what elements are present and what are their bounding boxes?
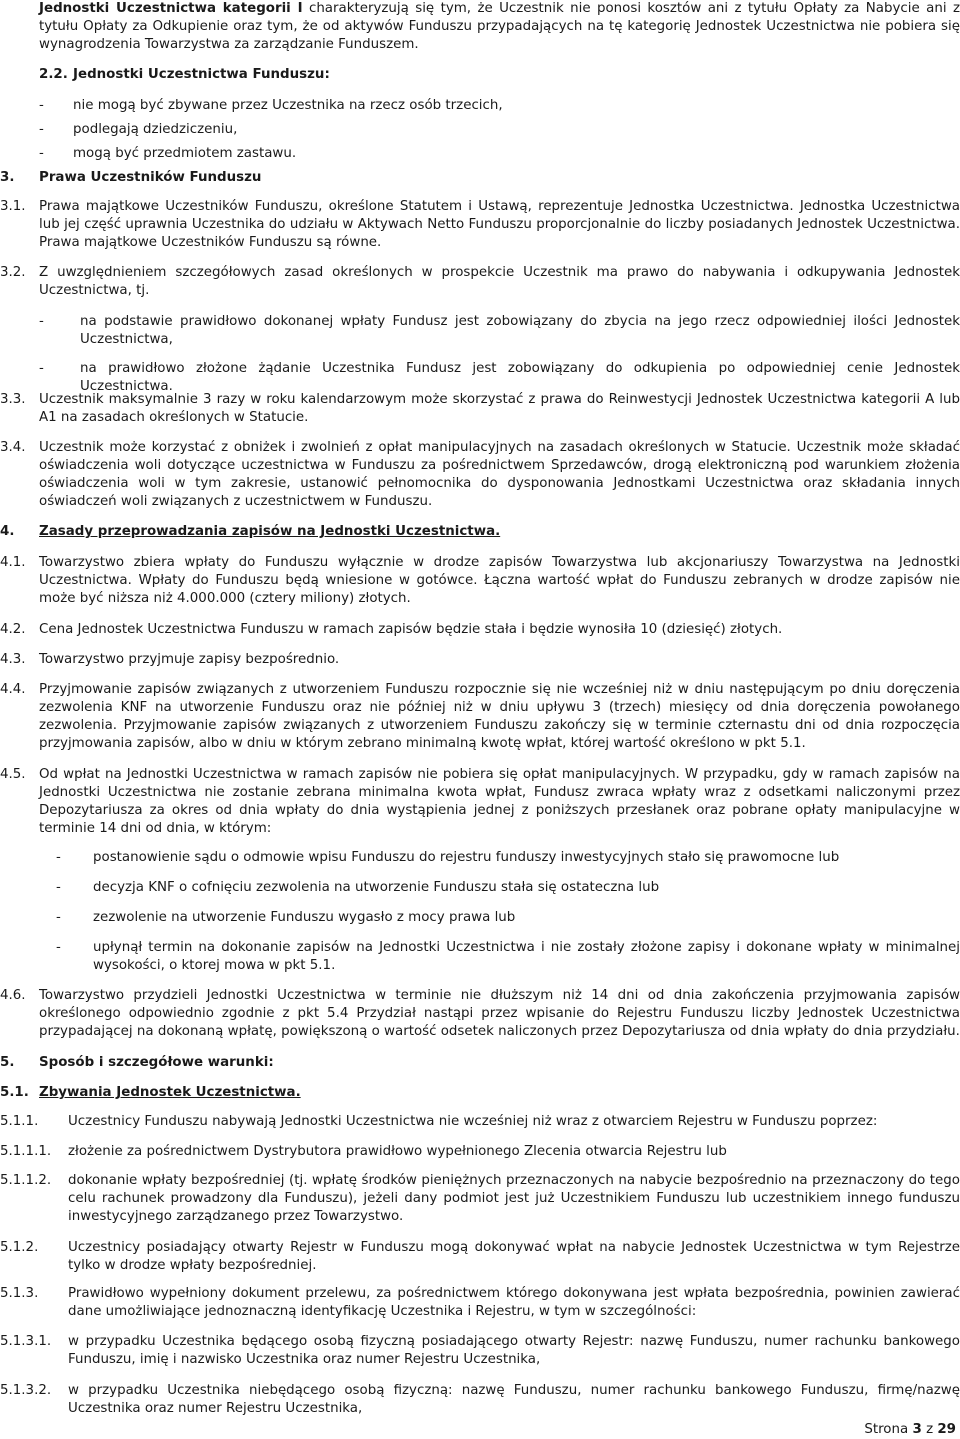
section-number: 4.6. <box>0 988 26 1003</box>
section-number: 4. <box>0 524 15 539</box>
section-text: Towarzystwo zbiera wpłaty do Funduszu wyłącznie w drodze zapisów Towarzystwa lub akcjonariuszy Towarzystwa na Jednostki Uczestnictwa. Wpłaty do Funduszu będą wniesione w gotówce. Łączna wartość wpłat do Funduszu zebranych w drodze zapisów nie może być niższa niż 4.000.000 (cztery miliony) złotych. <box>39 555 960 606</box>
dash-bullet: - <box>39 361 44 376</box>
dash-bullet: - <box>56 880 61 895</box>
section-number: 4.1. <box>0 555 26 570</box>
section-title: Prawa Uczestników Funduszu <box>39 170 262 185</box>
list-item-text: upłynął termin na dokonanie zapisów na Jednostki Uczestnictwa i nie zostały złożone zapisy i dokonane wpłaty w minimalnej wysokości, o ktorej mowa w pkt 5.1. <box>93 940 960 973</box>
page-number: 3 <box>912 1422 922 1437</box>
list-item-text: nie mogą być zbywane przez Uczestnika na rzecz osób trzecich, <box>73 98 503 113</box>
section-text: Z uwzględnieniem szczegółowych zasad określonych w prospekcie Uczestnik ma prawo do nabywania i odkupywania Jednostek Uczestnictwa, tj. <box>39 265 960 298</box>
section-number: 3.1. <box>0 199 26 214</box>
section-number: 5.1. <box>0 1085 29 1100</box>
section-number: 4.4. <box>0 682 26 697</box>
section-number: 5.1.1.1. <box>0 1144 52 1159</box>
section-number: 3.3. <box>0 392 26 407</box>
section-text: złożenie za pośrednictwem Dystrybutora prawidłowo wypełnionego Zlecenia otwarcia Rejestru lub <box>68 1144 727 1159</box>
list-item-text: na prawidłowo złożone żądanie Uczestnika Fundusz jest zobowiązany do odkupienia po odpowiedniej cenie Jednostek Uczestnictwa. <box>80 361 960 394</box>
section-number: 5.1.1. <box>0 1114 39 1129</box>
section-text: w przypadku Uczestnika niebędącego osobą fizyczną: nazwę Funduszu, numer rachunku bankowego Funduszu, firmę/nazwę Uczestnika oraz numer Rejestru Uczestnika, <box>68 1383 960 1416</box>
page-separator: z <box>926 1422 934 1437</box>
dash-bullet: - <box>56 910 61 925</box>
section-title: Sposób i szczegółowe warunki: <box>39 1055 274 1070</box>
dash-bullet: - <box>39 98 44 113</box>
list-item-text: postanowienie sądu o odmowie wpisu Funduszu do rejestru funduszy inwestycyjnych stało się prawomocne lub <box>93 850 840 865</box>
section-number: 3.2. <box>0 265 26 280</box>
section-number: 4.3. <box>0 652 26 667</box>
section-text: Towarzystwo przyjmuje zapisy bezpośrednio. <box>39 652 340 667</box>
intro-text: charakteryzują się tym, że Uczestnik nie ponosi kosztów ani z tytułu Opłaty za Nabycie ani z tytułu Opłaty za Odkupienie oraz tym, że od aktywów Funduszu przypadających na tę kategorię Jednostek Uczestnictwa nie pobiera się wynagrodzenia Towarzystwa za zarządzanie Funduszem. <box>39 1 960 52</box>
list-item-text: na podstawie prawidłowo dokonanej wpłaty Fundusz jest zobowiązany do zbycia na jego rzecz odpowiedniej ilości Jednostek Uczestnictwa, <box>80 314 960 347</box>
intro-lead: Jednostki Uczestnictwa kategorii I <box>39 1 303 16</box>
section-text: w przypadku Uczestnika będącego osobą fizyczną posiadającego otwarty Rejestr: nazwę Funduszu, numer rachunku bankowego Funduszu, imię i nazwisko Uczestnika oraz numer Rejestru Uczestnika, <box>68 1334 960 1367</box>
list-item-text: decyzja KNF o cofnięciu zezwolenia na utworzenie Funduszu stała się ostateczna lub <box>93 880 660 895</box>
section-number: 5.1.2. <box>0 1240 39 1255</box>
section-title: Zbywania Jednostek Uczestnictwa. <box>39 1085 301 1100</box>
section-number: 4.5. <box>0 767 26 782</box>
section-text: Od wpłat na Jednostki Uczestnictwa w ramach zapisów nie pobiera się opłat manipulacyjnych. W przypadku, gdy w ramach zapisów na Jednostki Uczestnictwa nie zostanie zebrana minimalna kwota wpłat, Fundusz zwraca wpłaty wraz z odsetkami naliczonymi przez Depozytariusza za okres od dnia wpłaty do dnia wystąpienia jednej z poniższych przesłanek oraz pobrane opłaty manipulacyjne w terminie 14 dni od dnia, w którym: <box>39 767 960 836</box>
page-footer <box>864 1421 956 1439</box>
section-title: Jednostki Uczestnictwa Funduszu: <box>73 67 330 82</box>
section-number: 5.1.3.2. <box>0 1383 52 1398</box>
section-text: Prawidłowo wypełniony dokument przelewu, za pośrednictwem którego dokonywana jest wpłata bezpośrednia, powinien zawierać dane umożliwiające jednoznaczną identyfikację Uczestnika i Rejestru, w tym w szczególności: <box>68 1286 960 1319</box>
section-text: Uczestnik może korzystać z obniżek i zwolnień z opłat manipulacyjnych na zasadach określonych w Statucie. Uczestnik może składać oświadczenia woli dotyczące uczestnictwa w Funduszu za pośrednictwem Sprzedawców, drogą elektroniczną pod warunkiem złożenia oświadczenia woli w tym zakresie, ustanowić pełnomocnika do dysponowania Jednostkami Uczestnictwa oraz składania innych oświadczeń woli związanych z uczestnictwem w Funduszu. <box>39 440 960 509</box>
section-number: 5. <box>0 1055 15 1070</box>
section-number: 5.1.3.1. <box>0 1334 52 1349</box>
dash-bullet: - <box>39 146 44 161</box>
dash-bullet: - <box>56 940 61 955</box>
section-number: 2.2. <box>39 67 68 82</box>
section-text: Towarzystwo przydzieli Jednostki Uczestnictwa w terminie nie dłuższym niż 14 dni od dnia zakończenia przyjmowania zapisów określonego odpowiednio zgodnie z pkt 5.4 Przydział nastąpi przez wpisanie do Rejestru Funduszu liczby Jednostek Uczestnictwa przypadającej na dokonaną wpłatę, powiększoną o wartość odsetek naliczonych przez Depozytariusza od dnia wpłaty do dnia przydziału. <box>39 988 960 1039</box>
section-number: 4.2. <box>0 622 26 637</box>
section-text: Prawa majątkowe Uczestników Funduszu, określone Statutem i Ustawą, reprezentuje Jednostka Uczestnictwa. Jednostka Uczestnictwa lub jej część uprawnia Uczestnika do udziału w Aktywach Netto Funduszu proporcjonalnie do liczby posiadanych Jednostek Uczestnictwa. Prawa majątkowe Uczestników Funduszu są równe. <box>39 199 960 250</box>
section-text: Cena Jednostek Uczestnictwa Funduszu w ramach zapisów będzie stała i będzie wynosiła 10 (dziesięć) złotych. <box>39 622 783 637</box>
page-label: Strona <box>864 1422 909 1437</box>
section-text: Uczestnicy Funduszu nabywają Jednostki Uczestnictwa nie wcześniej niż wraz z otwarciem Rejestru w Funduszu poprzez: <box>68 1114 878 1129</box>
section-number: 3.4. <box>0 440 26 455</box>
section-title: Zasady przeprowadzania zapisów na Jednostki Uczestnictwa. <box>39 524 501 539</box>
list-item-text: mogą być przedmiotem zastawu. <box>73 146 297 161</box>
section-number: 3. <box>0 170 15 185</box>
list-item-text: podlegają dziedziczeniu, <box>73 122 238 137</box>
section-text: Uczestnicy posiadający otwarty Rejestr w Funduszu mogą dokonywać wpłat na nabycie Jednostek Uczestnictwa w tym Rejestrze tylko w drodze wpłaty bezpośredniej. <box>68 1240 960 1273</box>
dash-bullet: - <box>39 314 44 329</box>
section-text: dokonanie wpłaty bezpośredniej (tj. wpłatę środków pieniężnych przeznaczonych na nabycie bezpośrednio na przeznaczony do tego celu rachunek prowadzony dla Funduszu), jeżeli dany podmiot jest już Uczestnikiem Funduszu lub uczestnikiem innego funduszu inwestycyjnego zarządzanego przez Towarzystwo. <box>68 1173 960 1224</box>
section-number: 5.1.3. <box>0 1286 39 1301</box>
page-total: 29 <box>937 1422 956 1437</box>
section-text: Uczestnik maksymalnie 3 razy w roku kalendarzowym może skorzystać z prawa do Reinwestycji Jednostek Uczestnictwa kategorii A lub A1 na zasadach określonych w Statucie. <box>39 392 960 425</box>
section-text: Przyjmowanie zapisów związanych z utworzeniem Funduszu rozpocznie się nie wcześniej niż w dniu następującym po dniu doręczenia zezwolenia KNF na utworzenie Funduszu oraz nie później niż w dniu upływu 3 (trzech) miesięcy od dnia doręczenia powołanego zezwolenia. Przyjmowanie zapisów związanych z utworzeniem Funduszu zakończy się w terminie czternastu dni od dnia rozpoczęcia przyjmowania zapisów, albo w dniu w którym zebrano minimalną kwotę wpłat, której wartość określono w pkt 5.1. <box>39 682 960 751</box>
section-number: 5.1.1.2. <box>0 1173 52 1188</box>
dash-bullet: - <box>39 122 44 137</box>
dash-bullet: - <box>56 850 61 865</box>
list-item-text: zezwolenie na utworzenie Funduszu wygasło z mocy prawa lub <box>93 910 516 925</box>
